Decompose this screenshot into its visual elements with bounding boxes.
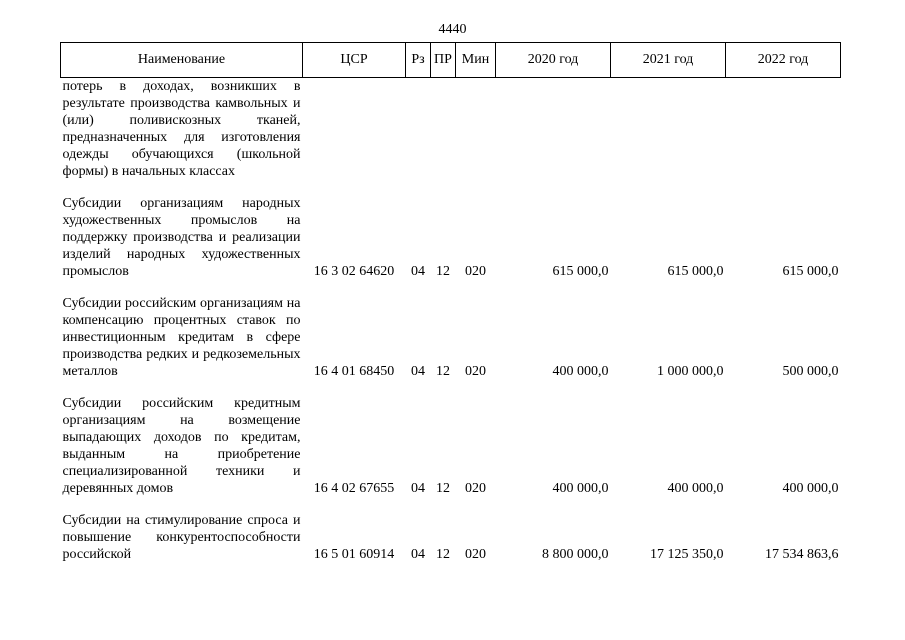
row-pr: 12	[436, 547, 450, 562]
table-row	[61, 78, 841, 181]
row-csr: 16 5 01 60914	[313, 547, 395, 562]
row-rz: 04	[411, 547, 425, 562]
row-spacer	[61, 380, 841, 395]
table-row	[61, 512, 841, 563]
row-2021	[611, 78, 726, 181]
table-header-row	[61, 43, 841, 78]
row-csr	[303, 78, 406, 181]
row-name: Субсидии российским кредитным организациям на возмещение выпадающих доходов по кредитам, выданным на приобретение специализированной техники и деревянных домов	[62, 396, 301, 496]
page-number: 4440	[438, 22, 467, 37]
row-2020	[496, 78, 611, 181]
row-rz: 04	[411, 264, 425, 279]
table-row	[61, 195, 841, 280]
row-2021: 1 000 000,0	[657, 364, 724, 379]
row-2020: 615 000,0	[552, 264, 609, 279]
row-csr: 16 4 02 67655	[313, 481, 395, 496]
budget-table	[60, 42, 841, 563]
row-pr: 12	[436, 264, 450, 279]
row-rz: 04	[411, 364, 425, 379]
header-pr: ПР	[431, 43, 456, 78]
row-2022: 500 000,0	[782, 364, 839, 379]
row-2020: 400 000,0	[552, 481, 609, 496]
row-spacer	[61, 280, 841, 295]
header-2020: 2020 год	[496, 43, 611, 78]
row-name: потерь в доходах, возникших в результате производства камвольных и (или) поливискозных тканей, предназначенных для изготовления одежды обучающихся (школьной формы) в начальных классах	[62, 79, 301, 179]
table-row	[61, 395, 841, 497]
row-2022: 400 000,0	[782, 481, 839, 496]
header-name: Наименование	[61, 43, 303, 78]
header-2022: 2022 год	[726, 43, 841, 78]
row-name: Субсидии организациям народных художественных промыслов на поддержку производства и реализации изделий народных художественных промыслов	[62, 196, 301, 279]
row-2022: 615 000,0	[782, 264, 839, 279]
row-2021: 400 000,0	[667, 481, 724, 496]
row-rz	[406, 78, 431, 181]
header-csr: ЦСР	[303, 43, 406, 78]
header-rz: Рз	[406, 43, 431, 78]
header-2021: 2021 год	[611, 43, 726, 78]
row-2020: 8 800 000,0	[542, 547, 609, 562]
row-pr: 12	[436, 364, 450, 379]
row-rz: 04	[411, 481, 425, 496]
row-min: 020	[465, 264, 486, 279]
row-2022: 17 534 863,6	[765, 547, 839, 562]
row-csr: 16 4 01 68450	[313, 364, 395, 379]
row-2022	[726, 78, 841, 181]
row-2021: 615 000,0	[667, 264, 724, 279]
header-min: Мин	[456, 43, 496, 78]
row-min	[456, 78, 496, 181]
row-csr: 16 3 02 64620	[313, 264, 395, 279]
row-pr	[431, 78, 456, 181]
row-min: 020	[465, 481, 486, 496]
row-spacer	[61, 497, 841, 512]
row-name: Субсидии на стимулирование спроса и повышение конкурентоспособности российской	[62, 513, 301, 562]
row-2021: 17 125 350,0	[650, 547, 724, 562]
row-pr: 12	[436, 481, 450, 496]
row-spacer	[61, 180, 841, 195]
row-2020: 400 000,0	[552, 364, 609, 379]
table-row	[61, 295, 841, 380]
row-min: 020	[465, 547, 486, 562]
row-min: 020	[465, 364, 486, 379]
row-name: Субсидии российским организациям на компенсацию процентных ставок по инвестиционным кредитам в сфере производства редких и редкоземельных металлов	[62, 296, 301, 379]
